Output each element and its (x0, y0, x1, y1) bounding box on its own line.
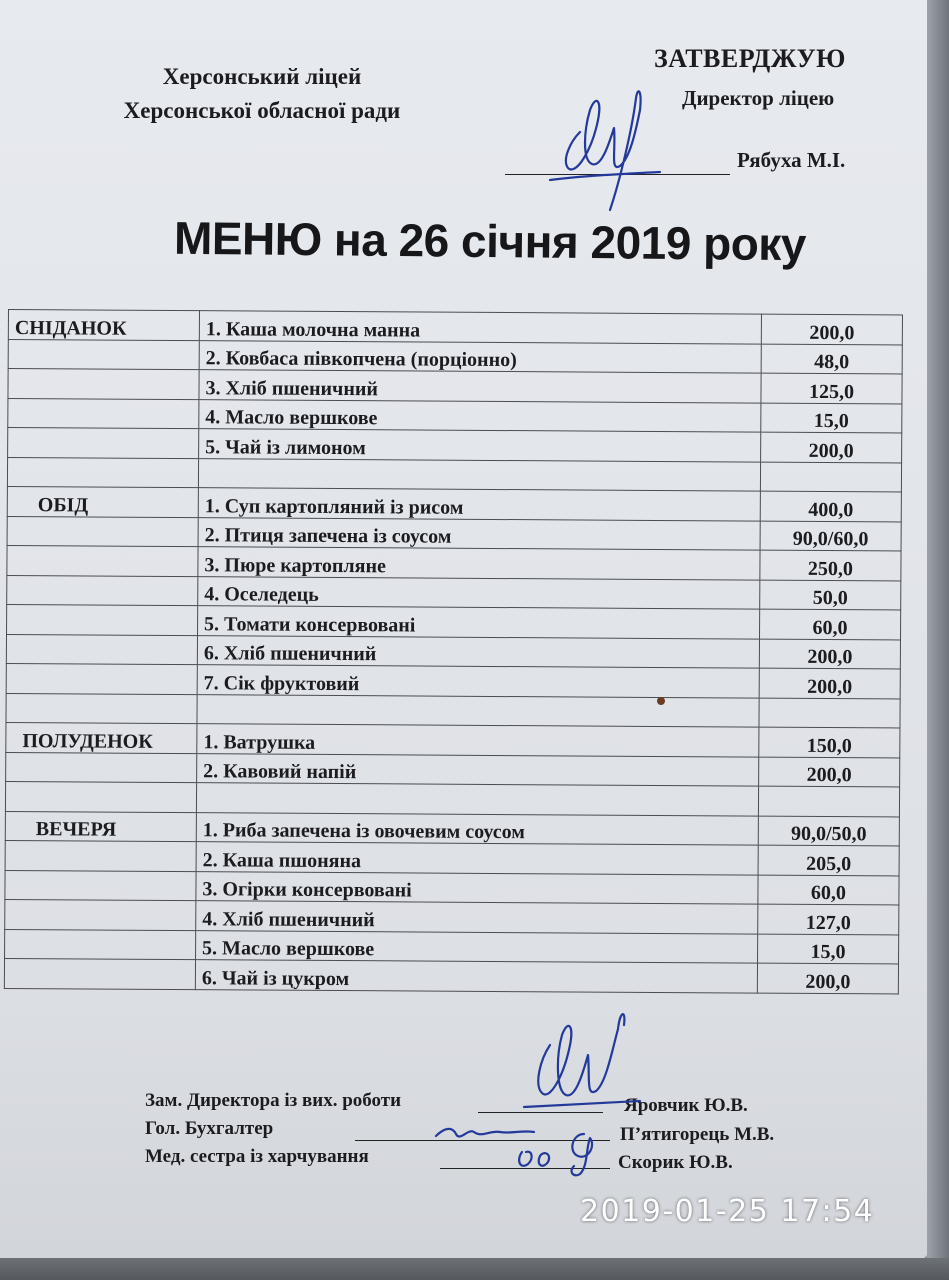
meal-cell (8, 398, 199, 429)
dish-cell: 6. Хліб пшеничний (197, 635, 759, 668)
dish-cell: 1. Каша молочна манна (199, 311, 761, 344)
background-edge (927, 0, 949, 1280)
quantity-cell: 60,0 (760, 609, 901, 639)
nurse-signature (510, 1126, 610, 1176)
footer-role-nurse: Мед. сестра із харчування (145, 1146, 369, 1167)
meal-cell (8, 428, 199, 459)
meal-cell: ОБІД (7, 486, 198, 517)
dish-cell: 1. Риба запечена із овочевим соусом (196, 812, 758, 845)
quantity-cell: 125,0 (761, 373, 902, 403)
background-bottom (0, 1258, 949, 1280)
footer-role-accountant: Гол. Бухгалтер (145, 1118, 274, 1139)
quantity-cell: 90,0/60,0 (760, 521, 901, 551)
quantity-cell: 400,0 (760, 491, 901, 521)
photo-timestamp: 2019-01-25 17:54 (580, 1194, 875, 1229)
dish-cell: 2. Кавовий напій (197, 753, 759, 786)
meal-cell (7, 457, 198, 488)
dish-cell: 2. Ковбаса півкопчена (порціонно) (199, 340, 761, 373)
dish-cell (198, 458, 760, 491)
menu-table (4, 309, 903, 994)
quantity-cell: 60,0 (758, 875, 899, 905)
quantity-cell: 15,0 (761, 403, 902, 433)
meal-cell (6, 663, 197, 694)
dish-cell: 6. Чай із цукром (195, 960, 757, 993)
footer-name-deputy: Яровчик Ю.В. (624, 1095, 748, 1116)
approve-heading: ЗАТВЕРДЖУЮ (654, 44, 846, 73)
quantity-cell: 200,0 (759, 668, 900, 698)
quantity-cell: 200,0 (759, 757, 900, 787)
meal-cell (7, 516, 198, 547)
meal-cell (6, 634, 197, 665)
dish-cell: 1. Суп картопляний із рисом (198, 488, 760, 521)
quantity-cell: 200,0 (761, 314, 902, 344)
dish-cell: 5. Масло вершкове (196, 930, 758, 963)
quantity-cell: 250,0 (760, 550, 901, 580)
dish-cell: 2. Птиця запечена із соусом (198, 517, 760, 550)
page-title: МЕНЮ на 26 січня 2019 року (173, 211, 807, 271)
quantity-cell (759, 698, 900, 728)
dish-cell (197, 694, 759, 727)
meal-cell (7, 545, 198, 576)
meal-cell (7, 604, 198, 635)
dish-cell: 5. Томати консервовані (198, 606, 760, 639)
paper-stain (657, 697, 665, 705)
footer-name-nurse: Скорик Ю.В. (618, 1152, 733, 1173)
meal-cell (7, 575, 198, 606)
meal-cell (8, 369, 199, 400)
menu-row (6, 722, 900, 757)
meal-cell (8, 339, 199, 370)
director-signature (540, 80, 670, 220)
quantity-cell: 200,0 (757, 963, 898, 993)
quantity-cell: 200,0 (759, 639, 900, 669)
quantity-cell: 15,0 (758, 934, 899, 964)
meal-cell: СНІДАНОК (8, 310, 199, 341)
dish-cell: 4. Оселедець (198, 576, 760, 609)
org-name-line2: Херсонської обласної ради (123, 98, 401, 123)
menu-row (4, 958, 898, 993)
quantity-cell: 48,0 (761, 344, 902, 374)
footer-name-accountant: П’ятигорець М.В. (620, 1124, 775, 1145)
quantity-cell: 200,0 (761, 432, 902, 462)
meal-cell: ВЕЧЕРЯ (5, 811, 196, 842)
meal-cell: ПОЛУДЕНОК (6, 722, 197, 753)
dish-cell: 1. Ватрушка (197, 724, 759, 757)
dish-cell: 2. Каша пшоняна (196, 842, 758, 875)
quantity-cell: 150,0 (759, 727, 900, 757)
quantity-cell: 90,0/50,0 (758, 816, 899, 846)
quantity-cell: 127,0 (758, 904, 899, 934)
quantity-cell (760, 462, 901, 492)
meal-cell (5, 929, 196, 960)
meal-cell (6, 752, 197, 783)
meal-cell (6, 693, 197, 724)
dish-cell: 3. Огірки консервовані (196, 871, 758, 904)
dish-cell: 3. Хліб пшеничний (199, 370, 761, 403)
dish-cell: 5. Чай із лимоном (199, 429, 761, 462)
dish-cell: 7. Сік фруктовий (197, 665, 759, 698)
meal-cell (4, 958, 195, 989)
deputy-signature (520, 1005, 660, 1125)
meal-cell (5, 840, 196, 871)
footer-role-deputy: Зам. Директора із вих. роботи (145, 1090, 402, 1111)
meal-cell (5, 781, 196, 812)
approve-name: Рябуха М.І. (737, 148, 846, 172)
approve-role: Директор ліцею (682, 86, 835, 110)
dish-cell: 3. Пюре картопляне (198, 547, 760, 580)
dish-cell: 4. Масло вершкове (199, 399, 761, 432)
quantity-cell: 205,0 (758, 845, 899, 875)
meal-cell (5, 870, 196, 901)
meal-cell (5, 899, 196, 930)
dish-cell (196, 783, 758, 816)
org-name-line1: Херсонський ліцей (162, 64, 362, 89)
quantity-cell: 50,0 (760, 580, 901, 610)
dish-cell: 4. Хліб пшеничний (196, 901, 758, 934)
quantity-cell (758, 786, 899, 816)
